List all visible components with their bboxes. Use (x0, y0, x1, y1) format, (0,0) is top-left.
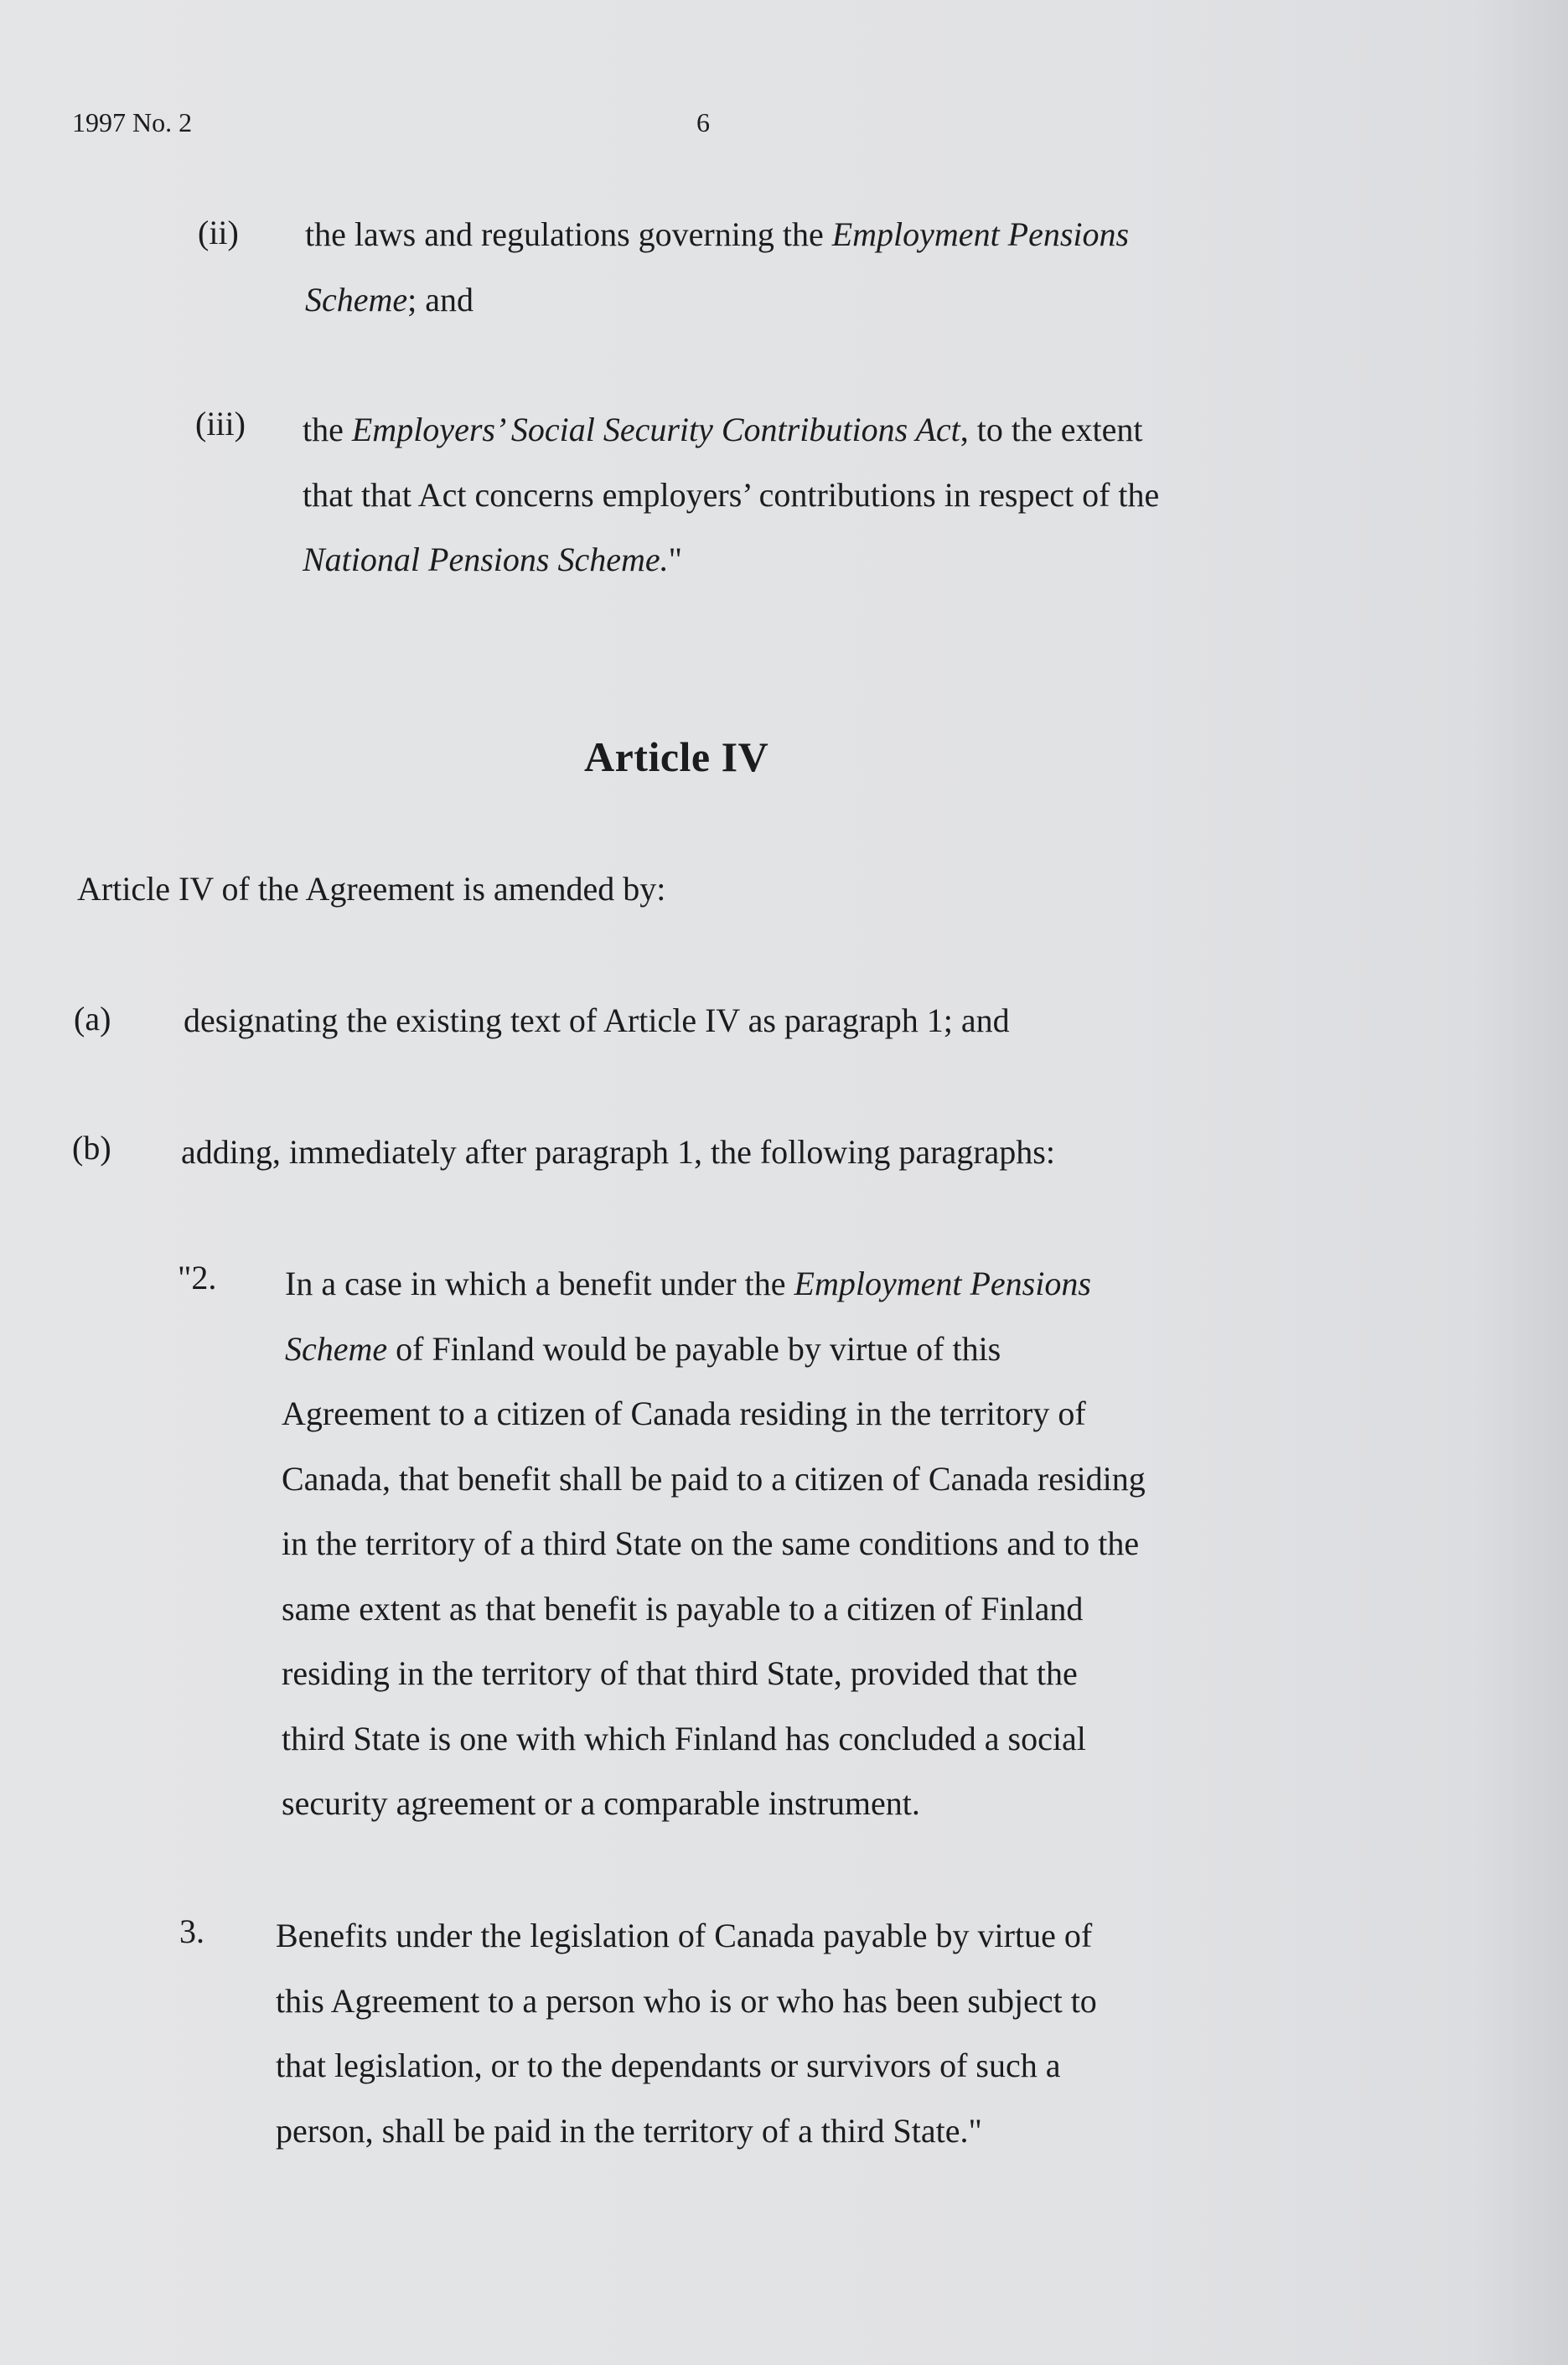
paragraph-2-line-4: Canada, that benefit shall be paid to a citizen of Canada residing (282, 1459, 1146, 1498)
paragraph-2-line-9: security agreement or a comparable instrument. (282, 1784, 920, 1822)
article-heading: Article IV (584, 733, 769, 780)
paragraph-2-line-3: Agreement to a citizen of Canada residing in the territory of (282, 1395, 1086, 1432)
item-ii-text (305, 202, 1129, 332)
paragraph-2-head (285, 1251, 1091, 1381)
paragraph-3-line-2: this Agreement to a person who is or who has been subject to (276, 1981, 1097, 2020)
item-iii-line-3 (303, 527, 1159, 593)
item-ii-line-1-text: the laws and regulations governing the (305, 215, 832, 253)
paragraph-2-line-1-text: In a case in which a benefit under the (285, 1265, 794, 1302)
item-iii-line-1-text-b: , to the extent (960, 411, 1143, 448)
document-reference: 1997 No. 2 (72, 107, 193, 137)
item-ii-line-1 (305, 202, 1129, 267)
paragraph-2-line-2 (285, 1317, 1091, 1382)
paragraph-3-label: 3. (179, 1912, 204, 1950)
item-iii-text (303, 397, 1159, 593)
item-iii-line-1-text-a: the (303, 411, 352, 448)
item-b-label: (b) (72, 1129, 111, 1167)
paragraph-2-line-2-text: of Finland would be payable by virtue of this (387, 1329, 1001, 1368)
item-ii-line-2 (305, 267, 1129, 333)
item-ii-line-1-italic: Employment Pensions (831, 215, 1130, 253)
item-a-label: (a) (74, 1000, 111, 1038)
paragraph-3-line-4: person, shall be paid in the territory of a third State." (276, 2111, 982, 2150)
item-iii-label: (iii) (195, 405, 246, 442)
item-iii-line-2: that that Act concerns employers’ contributions in respect of the (303, 475, 1160, 514)
paragraph-2-line-7: residing in the territory of that third State, provided that the (282, 1654, 1078, 1692)
paragraph-2-line-2-italic: Scheme (285, 1329, 388, 1368)
paragraph-2-line-1 (285, 1251, 1091, 1317)
item-iii-line-3-text: " (668, 541, 682, 578)
paragraph-2-line-6: same extent as that benefit is payable to a citizen of Finland (282, 1589, 1084, 1628)
item-ii-line-2-italic: Scheme (305, 280, 408, 318)
article-intro: Article IV of the Agreement is amended by: (77, 870, 666, 908)
paragraph-2-line-5: in the territory of a third State on the same conditions and to the (282, 1524, 1140, 1562)
paragraph-2-body (282, 1381, 1146, 1836)
paragraph-2-label: "2. (178, 1259, 217, 1296)
item-iii-line-3-italic: National Pensions Scheme. (303, 541, 669, 578)
paragraph-2-line-8: third State is one with which Finland has concluded a social (282, 1719, 1086, 1757)
paragraph-3-line-3: that legislation, or to the dependants or survivors of such a (276, 2047, 1061, 2084)
paragraph-2-line-1-italic: Employment Pensions (794, 1265, 1091, 1302)
page-number: 6 (696, 107, 710, 137)
paragraph-3-body (276, 1903, 1097, 2163)
item-a-text: designating the existing text of Article IV as paragraph 1; and (184, 1001, 1010, 1039)
item-ii-line-2-text: ; and (407, 280, 474, 318)
paragraph-3-line-1: Benefits under the legislation of Canada payable by virtue of (276, 1917, 1093, 1954)
item-iii-line-1-italic: Employers’ Social Security Contributions Act (351, 411, 960, 448)
item-iii-line-1 (303, 397, 1159, 463)
item-b-text: adding, immediately after paragraph 1, the following paragraphs: (181, 1133, 1055, 1171)
item-ii-label: (ii) (198, 214, 239, 251)
